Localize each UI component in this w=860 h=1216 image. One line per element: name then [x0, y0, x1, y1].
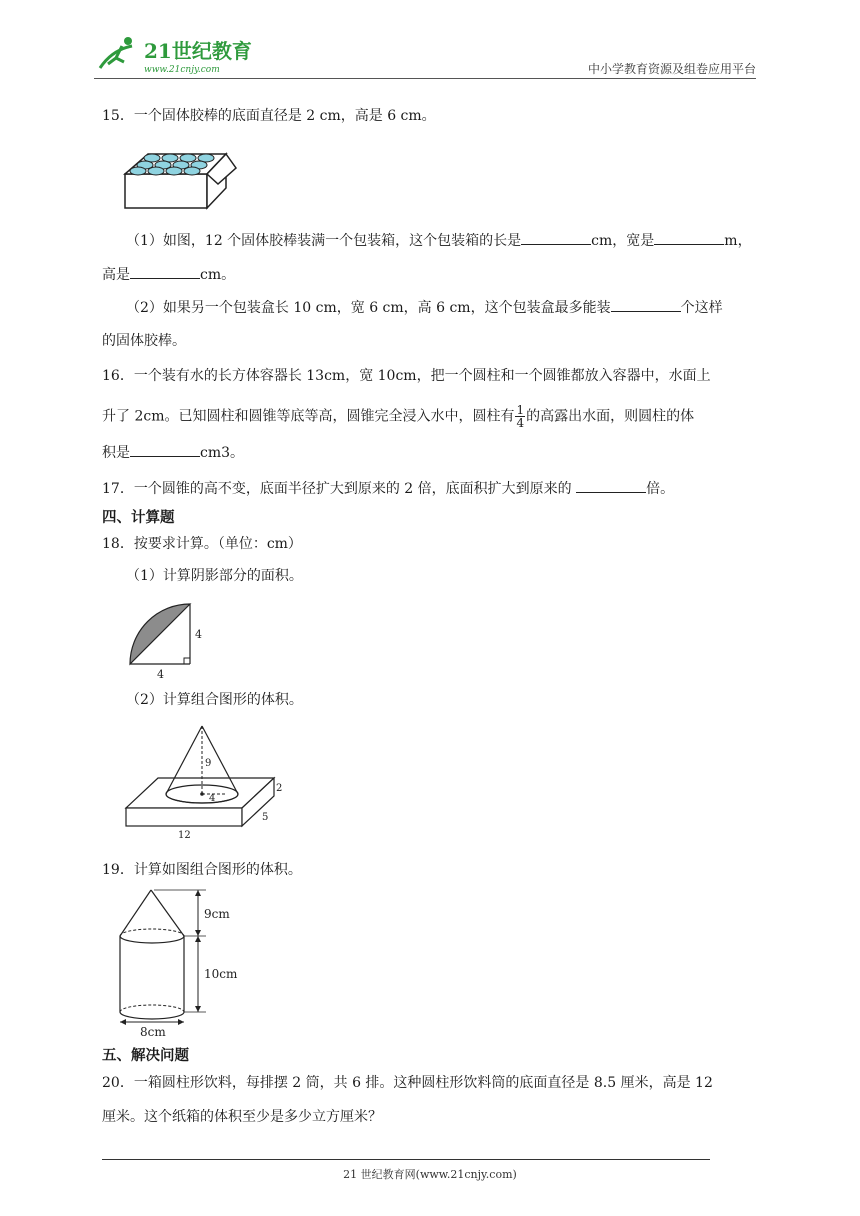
answer-blank[interactable]	[611, 297, 681, 312]
cone-radius-label: 4	[209, 793, 216, 804]
section-heading: 四、计算题	[102, 510, 175, 526]
q20-line1: 20．一箱圆柱形饮料，每排摆 2 筒，共 6 排。这种圆柱形饮料筒的底面直径是 8.5 厘米，高是 12	[102, 1075, 713, 1091]
answer-blank[interactable]	[130, 442, 200, 457]
q16-line1: 16．一个装有水的长方体容器长 13cm，宽 10cm，把一个圆柱和一个圆锥都放入容器中，水面上	[102, 368, 711, 384]
q15-part1-line2: 高是 cm。	[102, 264, 235, 285]
header-divider	[94, 78, 756, 79]
quarter-circle-figure	[124, 598, 214, 686]
answer-blank[interactable]	[654, 230, 724, 245]
cone-height-label: 9cm	[204, 907, 230, 921]
side-label: 4	[195, 628, 202, 641]
cone-on-slab-figure	[122, 722, 288, 844]
footer-divider	[102, 1159, 710, 1160]
section-heading: 五、解决问题	[102, 1048, 189, 1064]
answer-blank[interactable]	[576, 478, 646, 493]
q18-part1: （1）计算阴影部分的面积。	[126, 568, 303, 584]
site-logo	[92, 32, 262, 78]
diameter-label: 8cm	[140, 1025, 166, 1038]
fraction: $\frac{1}{4}$	[516, 403, 525, 430]
answer-blank[interactable]	[521, 230, 591, 245]
header-platform-text: 中小学教育资源及组卷应用平台	[587, 62, 756, 76]
q15-part1-line1: （1）如图，12 个固体胶棒装满一个包装箱，这个包装箱的长是 cm，宽是 m，	[126, 230, 752, 251]
answer-blank[interactable]	[130, 264, 200, 279]
glue-box-figure	[122, 148, 238, 216]
slab-length-label: 12	[178, 830, 191, 840]
q15-stem: 15．一个固体胶棒的底面直径是 2 cm，高是 6 cm。	[102, 108, 436, 124]
q15-part2-line1: （2）如果另一个包装盒长 10 cm，宽 6 cm，高 6 cm，这个包装盒最多能装 个这样	[126, 297, 723, 318]
cone-on-cylinder-figure	[110, 886, 250, 1042]
q18-part2: （2）计算组合图形的体积。	[126, 692, 303, 708]
q17-line: 17．一个圆锥的高不变，底面半径扩大到原来的 2 倍，底面积扩大到原来的 倍。	[102, 478, 674, 499]
slab-depth-label: 5	[262, 812, 269, 823]
logo-text: 21世纪教育	[144, 39, 252, 63]
logo-url: www.21cnjy.com	[144, 65, 220, 75]
q20-line2: 厘米。这个纸箱的体积至少是多少立方厘米？	[102, 1109, 382, 1125]
cylinder-height-label: 10cm	[204, 967, 238, 981]
bottom-label: 4	[157, 668, 164, 681]
slab-thickness-label: 2	[276, 783, 283, 794]
q16-line3: 积是 cm3。	[102, 442, 244, 463]
q16-line2: 升了 2cm。已知圆柱和圆锥等底等高，圆锥完全浸入水中，圆柱有 $\frac{1}{4}$ 的高露出水面，则圆柱的体	[102, 403, 695, 430]
cone-height-label: 9	[205, 758, 212, 769]
q18-stem: 18．按要求计算。（单位：cm）	[102, 536, 302, 552]
q19-stem: 19．计算如图组合图形的体积。	[102, 862, 302, 878]
q15-part2-line2: 的固体胶棒。	[102, 333, 186, 349]
footer-text[interactable]: 21 世纪教育网(www.21cnjy.com)	[343, 1168, 517, 1181]
